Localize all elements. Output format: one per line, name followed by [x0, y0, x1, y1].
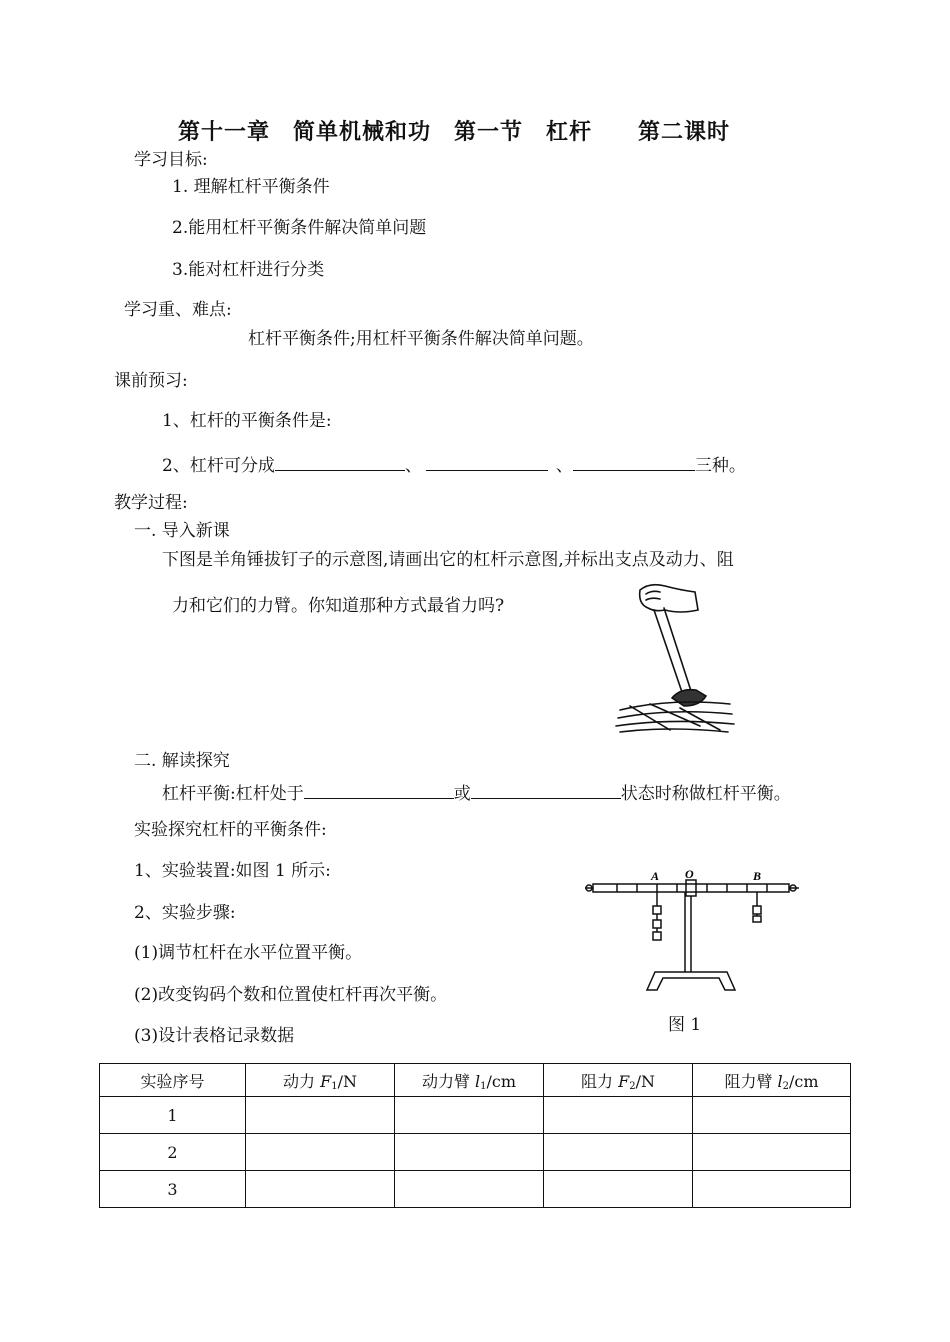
table-row: [100, 1134, 851, 1171]
header-symbol: l: [777, 1071, 783, 1091]
objective-item-3: 3.能对杠杆进行分类: [172, 260, 325, 280]
experiment-heading: 实验探究杠杆的平衡条件:: [134, 820, 327, 840]
lever-apparatus-figure: [585, 868, 805, 998]
table-header-cell: 实验序号: [100, 1064, 246, 1097]
objective-item-1: 1. 理解杠杆平衡条件: [172, 177, 330, 197]
process-heading: 教学过程:: [114, 493, 188, 513]
data-cell[interactable]: [246, 1171, 395, 1208]
data-cell[interactable]: [544, 1097, 693, 1134]
preview-q2-suffix: 三种。: [694, 456, 746, 476]
answer-blank[interactable]: [573, 454, 695, 471]
data-cell[interactable]: [693, 1134, 851, 1171]
data-cell[interactable]: [693, 1171, 851, 1208]
header-symbol: l: [475, 1071, 481, 1091]
row-number: 2: [100, 1134, 246, 1171]
table-header-cell: [544, 1064, 693, 1097]
label-o: O: [685, 868, 694, 881]
data-cell[interactable]: [693, 1097, 851, 1134]
data-cell[interactable]: [246, 1134, 395, 1171]
header-text: 动力臂: [421, 1071, 476, 1091]
data-record-table: [99, 1063, 851, 1208]
step-1: (1)调节杠杆在水平位置平衡。: [134, 943, 363, 963]
label-b: B: [753, 869, 762, 883]
preview-question-2: [162, 454, 746, 475]
key-points-heading: 学习重、难点:: [124, 300, 232, 320]
table-header-cell: [246, 1064, 395, 1097]
balance-suffix: 状态时称做杠杆平衡。: [620, 784, 791, 804]
objectives-heading: 学习目标:: [134, 150, 208, 170]
section-1-line-1: 下图是羊角锤拔钉子的示意图,请画出它的杠杆示意图,并标出支点及动力、阻: [162, 550, 734, 570]
table-header-cell: [693, 1064, 851, 1097]
data-cell[interactable]: [544, 1171, 693, 1208]
answer-blank[interactable]: [275, 454, 405, 471]
header-unit: /N: [635, 1071, 655, 1091]
section-2-heading: 二. 解读探究: [134, 751, 230, 771]
row-number: 1: [100, 1097, 246, 1134]
answer-blank[interactable]: [471, 782, 621, 799]
page-title: 第十一章 简单机械和功 第一节 杠杆 第二课时: [178, 119, 731, 145]
section-1-heading: 一. 导入新课: [134, 521, 230, 541]
table-row: [100, 1171, 851, 1208]
figure-1-caption: 图 1: [668, 1015, 702, 1035]
row-number: 3: [100, 1171, 246, 1208]
header-subscript: 1: [331, 1080, 338, 1092]
answer-blank[interactable]: [426, 454, 548, 471]
data-cell[interactable]: [395, 1171, 544, 1208]
preview-q2-prefix: 2、杠杆可分成: [162, 456, 275, 476]
header-unit: /N: [337, 1071, 357, 1091]
balance-or: 或: [453, 784, 471, 804]
table-header-row: [100, 1064, 851, 1097]
preview-question-1: 1、杠杆的平衡条件是:: [162, 411, 332, 431]
header-subscript: 1: [480, 1080, 487, 1092]
answer-blank[interactable]: [304, 782, 454, 799]
header-unit: /cm: [486, 1071, 517, 1091]
steps-heading: 2、实验步骤:: [134, 903, 236, 923]
claw-hammer-illustration: [610, 580, 740, 740]
separator: 、: [404, 456, 422, 476]
step-3: (3)设计表格记录数据: [134, 1026, 295, 1046]
header-symbol: F: [320, 1071, 332, 1091]
balance-prefix: 杠杆平衡:杠杆处于: [162, 784, 304, 804]
header-subscript: 2: [782, 1080, 790, 1092]
table-row: [100, 1097, 851, 1134]
section-1-line-2: 力和它们的力臂。你知道那种方式最省力吗?: [172, 596, 505, 616]
separator: 、: [555, 456, 573, 476]
data-cell[interactable]: [246, 1097, 395, 1134]
data-cell[interactable]: [395, 1097, 544, 1134]
balance-definition: [162, 782, 791, 803]
table-header-cell: [395, 1064, 544, 1097]
key-points-text: 杠杆平衡条件;用杠杆平衡条件解决简单问题。: [248, 329, 594, 349]
data-cell[interactable]: [395, 1134, 544, 1171]
header-unit: /cm: [789, 1071, 819, 1091]
header-subscript: 2: [629, 1080, 636, 1092]
header-text: 阻力: [581, 1071, 619, 1091]
step-2: (2)改变钩码个数和位置使杠杆再次平衡。: [134, 985, 448, 1005]
header-symbol: F: [618, 1071, 630, 1091]
objective-item-2: 2.能用杠杆平衡条件解决简单问题: [172, 218, 427, 238]
apparatus-text: 1、实验装置:如图 1 所示:: [134, 861, 331, 881]
header-text: 动力: [283, 1071, 321, 1091]
label-a: A: [651, 869, 660, 883]
preview-heading: 课前预习:: [114, 371, 188, 391]
data-cell[interactable]: [544, 1134, 693, 1171]
header-text: 阻力臂: [724, 1071, 778, 1091]
